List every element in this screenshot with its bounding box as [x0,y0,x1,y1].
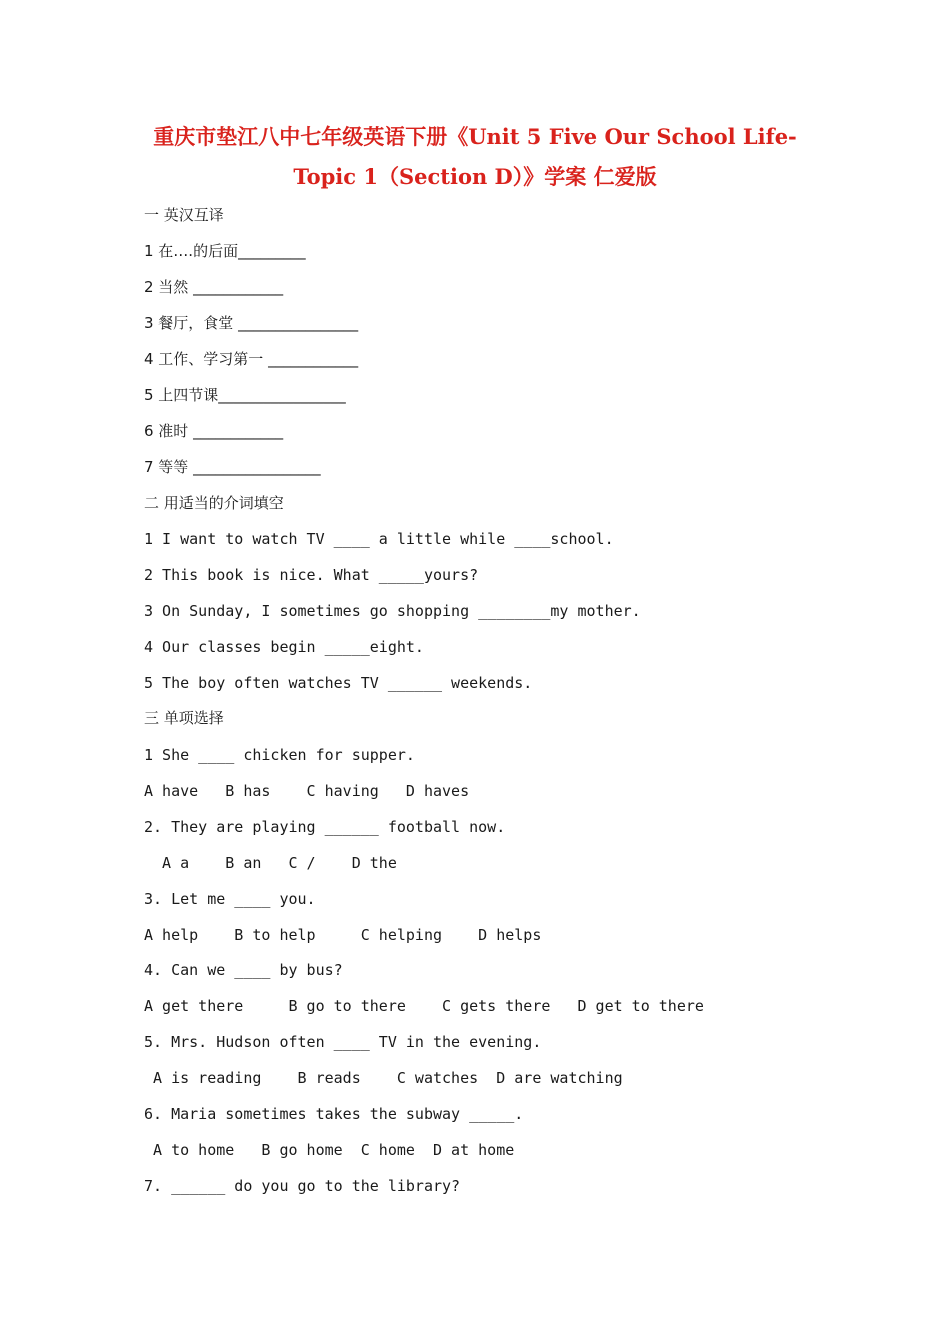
document-title [100,117,850,197]
section-heading-prepositions: 二 用适当的介词填空 [144,494,284,512]
question-line: 5 上四节课_________________ [144,386,346,404]
question-line: 4 Our classes begin _____eight. [144,638,424,656]
section-heading-multiple-choice: 三 单项选择 [144,709,224,727]
question-line: 5 The boy often watches TV ______ weekends. [144,674,533,692]
question-line: 3 餐厅，食堂 ________________ [144,314,359,332]
section-heading-translation: 一 英汉互译 [144,206,224,224]
question-line: 2. They are playing ______ football now. [144,818,506,836]
options-line: A a B an C / D the [144,854,397,872]
options-line: A get there B go to there C gets there D get to there [144,997,704,1015]
options-line: A have B has C having D haves [144,782,470,800]
question-line: 6. Maria sometimes takes the subway _____. [144,1105,524,1123]
question-line: 7. ______ do you go to the library? [144,1177,461,1195]
options-line: A help B to help C helping D helps [144,926,542,944]
question-line: 5. Mrs. Hudson often ____ TV in the evening. [144,1033,542,1051]
question-line: 4. Can we ____ by bus? [144,961,343,979]
question-line: 4 工作、学习第一 ____________ [144,350,359,368]
options-line: A to home B go home C home D at home [144,1141,515,1159]
question-line: 6 准时 ____________ [144,422,284,440]
title-line-1: 重庆市垫江八中七年级英语下册《Unit 5 Five Our School Life- [153,124,797,149]
question-line: 2 当然 ____________ [144,278,284,296]
question-line: 3. Let me ____ you. [144,890,316,908]
question-line: 3 On Sunday, I sometimes go shopping ________my mother. [144,602,641,620]
question-line: 2 This book is nice. What _____yours? [144,566,479,584]
question-line: 1 在….的后面_________ [144,242,306,260]
question-line: 1 She ____ chicken for supper. [144,746,415,764]
title-line-2: Topic 1（Section D）》学案 仁爱版 [293,164,657,189]
question-line: 1 I want to watch TV ____ a little while ____school. [144,530,614,548]
options-line: A is reading B reads C watches D are watching [144,1069,623,1087]
question-line: 7 等等 _________________ [144,458,321,476]
